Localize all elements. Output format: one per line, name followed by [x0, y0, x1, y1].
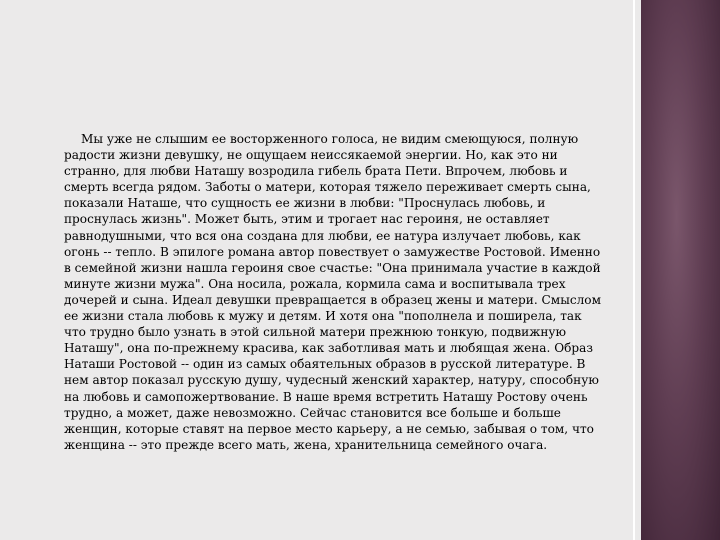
side-divider — [633, 0, 635, 540]
body-text: Мы уже не слышим ее восторженного голоса, не видим смеющуюся, полную радости жизни девушку, не ощущаем неиссякаемой энергии. Но, как это ни странно, для любви Наташу возродила гибель брата Пети. Впрочем, любовь и смерть всегда рядом. Заботы о матери, которая тяжело переживает смерть сына, показали Наташе, что сущность ее жизни в любви: "Проснулась любовь, и проснулась жизнь". Может быть, этим и трогает нас героиня, не оставляет равнодушными, что вся она создана для любви, ее натура излучает любовь, как огонь -- тепло. В эпилоге романа автор повествует о замужестве Ростовой. Именно в семейной жизни нашла героиня свое счастье: "Она принимала участие в каждой минуте жизни мужа". Она носила, рожала, кормила сама и воспитывала трех дочерей и сына. Идеал девушки превращается в образец жены и матери. Смыслом ее жизни стала любовь к мужу и детям. И хотя она "пополнела и поширела, так что трудно было узнать в этой сильной матери прежнюю тонкую, подвижную Наташу", она по-прежнему красива, как заботливая мать и любящая жена. Образ Наташи Ростовой -- один из самых обаятельных образов в русской литературе. В нем автор показал русскую душу, чудесный женский характер, натуру, способную на любовь и самопожертвование. В наше время встретить Наташу Ростову очень трудно, а может, даже невозможно. Сейчас становится все больше и больше женщин, которые ставят на первое место карьеру, а не семью, забывая о том, что женщина -- это прежде всего мать, жена, хранительница семейного очага. — [64, 132, 601, 452]
decorative-side-panel — [641, 0, 720, 540]
